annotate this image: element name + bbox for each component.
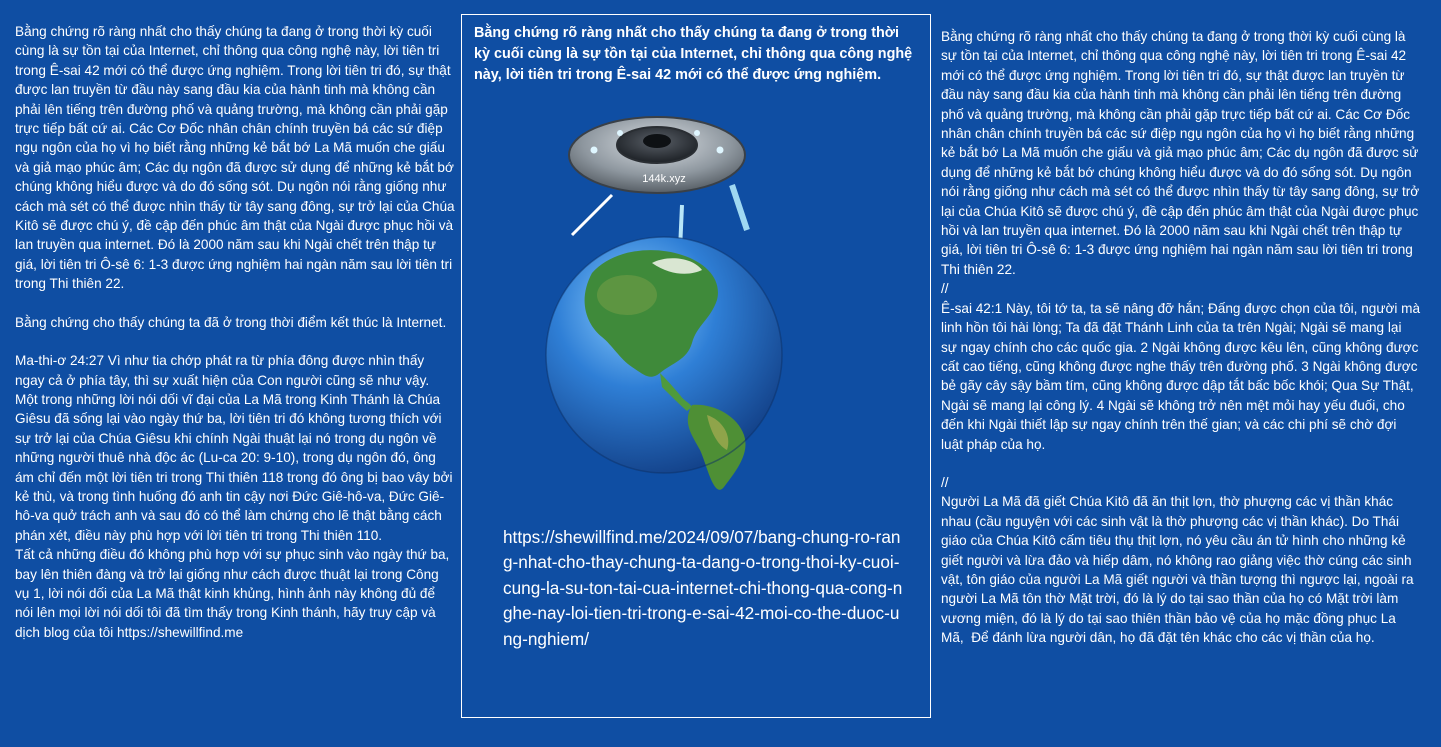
ufo-icon	[569, 117, 745, 193]
right-paragraph-3: Người La Mã đã giết Chúa Kitô đã ăn thịt lợn, thờ phượng các vị thần khác nhau (cầu nguyện với các sinh vật là thờ phượng các vị thần khác). Do Thái giáo của Chúa Kitô cấm tiêu thụ thịt lợn, nó yêu cầu án tử hình cho những kẻ giết người và lừa đảo và hiếp dâm, nó không rao giảng việc thờ cúng các sinh vật, tôn giáo của người La Mã giết người và thần tượng thì ngược lại, ngoài ra người La Mã tôn thờ Mặt trời, đó là lý do tại sao thần của họ có Mặt trời làm vương miện, đó là lý do tại sao thiên thần bảo vệ của họ mặc đồng phục La Mã, Để đánh lừa người dân, họ đã đặt tên khác cho các vị thần của họ.	[941, 494, 1418, 646]
separator-1: //	[941, 281, 949, 297]
center-title: Bằng chứng rõ ràng nhất cho thấy chúng ta đang ở trong thời kỳ cuối cùng là sự tồn tại của Internet, chỉ thông qua công nghệ này, lời tiên tri trong Ê-sai 42 mới có thể được ứng nghiệm.	[474, 25, 913, 83]
right-paragraph-1: Bằng chứng rõ ràng nhất cho thấy chúng ta đang ở trong thời kỳ cuối cùng là sự tồn tại của Internet, chỉ thông qua công nghệ này, lời tiên tri trong Ê-sai 42 mới có thể được ứng nghiệm. Trong lời tiên tri đó, sự thật được lan truyền từ đầu này sang đầu kia của hành tinh mà không cần phải lên tiếng trên đường phố và quảng trường, mà không cần phải gặp trực tiếp bất cứ ai. Các Cơ Đốc nhân chân chính truyền bá các sứ điệp ngụ ngôn của họ vì họ biết rằng những kẻ bắt bớ La Mã muốn che giấu và giả mạo phúc âm; Các dụ ngôn đã được sử dụng để những kẻ bắt bớ chúng không hiểu được và do đó sống sót. Dụ ngôn nói rằng giống như cách mà sét có thể được nhìn thấy từ tây sang đông, sự trở lại của Chúa Kitô sẽ được chú ý, đề cập đến phúc âm thật của Ngài được phục hồi và lan truyền qua internet. Đó là 2000 năm sau khi Ngài chết trên thập tự giá, lời tiên tri Ô-sê 6: 1-3 được ứng nghiệm hai ngàn năm sau lời tiên tri trong Thi thiên 22.	[941, 29, 1423, 277]
right-text-column	[941, 27, 1424, 648]
ufo-earth-illustration	[532, 105, 792, 525]
left-paragraph-2: Bằng chứng cho thấy chúng ta đã ở trong thời điểm kết thúc là Internet.	[15, 314, 447, 330]
center-panel	[461, 14, 931, 718]
left-paragraph-1: Bằng chứng rõ ràng nhất cho thấy chúng ta đang ở trong thời kỳ cuối cùng là sự tồn tại của Internet, chỉ thông qua công nghệ này, lời tiên tri trong Ê-sai 42 mới có thể được ứng nghiệm. Trong lời tiên tri đó, sự thật được lan truyền từ đầu này sang đầu kia của hành tinh mà không cần phải lên tiếng trên đường phố và quảng trường, mà không cần phải gặp trực tiếp bất cứ ai. Các Cơ Đốc nhân chân chính truyền bá các sứ điệp ngụ ngôn của họ vì họ biết rằng những kẻ bắt bớ La Mã muốn che giấu và giả mạo phúc âm; Các dụ ngôn đã được sử dụng để những kẻ bắt bớ chúng không hiểu được và do đó sống sót. Dụ ngôn nói rằng giống như cách mà sét có thể được nhìn thấy từ tây sang đông, sự trở lại của Chúa Kitô sẽ được chú ý, đề cập đến phúc âm thật của Ngài được phục hồi và lan truyền qua internet. Đó là 2000 năm sau khi Ngài chết trên thập tự giá, lời tiên tri Ô-sê 6: 1-3 được ứng nghiệm hai ngàn năm sau lời tiên tri trong Thi thiên 22.	[15, 24, 459, 292]
earth-globe-icon	[546, 237, 782, 490]
left-paragraph-4: Tất cả những điều đó không phù hợp với sự phục sinh vào ngày thứ ba, bay lên thiên đàng và trở lại giống như cách được thuật lại trong Công vụ 1, lời nói dối của La Mã thật kinh khủng, hình ảnh này không đủ để nói lên mọi lời nói dối tôi đã tìm thấy trong Kinh thánh, hãy truy cập và dịch blog của tôi https://shewillfind.me	[15, 547, 454, 640]
ufo-label: 144k.xyz	[642, 173, 686, 185]
left-text-column	[15, 22, 459, 642]
separator-2: //	[941, 474, 949, 490]
left-paragraph-3: Ma-thi-ơ 24:27 Vì như tia chớp phát ra từ phía đông được nhìn thấy ngay cả ở phía tây, thì sự xuất hiện của Con người cũng sẽ như vậy. Một trong những lời nói dối vĩ đại của La Mã trong Kinh Thánh là Chúa Giêsu đã sống lại vào ngày thứ ba, lời tiên tri đó không tương thích với sự trở lại của Chúa Giêsu khi chính Ngài thuật lại nó trong dụ ngôn về những người thuê nhà độc ác (Lu-ca 20: 9-10), trong dụ ngôn đó, ông ám chỉ đến một lời tiên tri trong Thi thiên 118 trong đó ông bị bao vây bởi kẻ thù, và trong tình huống đó anh tin cậy nơi Đức Giê-hô-va, Đức Giê-hô-va quở trách anh và sau đó có thể làm chứng cho lẽ thật bằng cách phán xét, điều này phù hợp với lời tiên tri trong Thi thiên 110.	[15, 353, 457, 543]
article-url-link[interactable]: https://shewillfind.me/2024/09/07/bang-chung-ro-rang-nhat-cho-thay-chung-ta-dang-o-trong-thoi-ky-cuoi-cung-la-su-ton-tai-cua-internet-chi-thong-qua-cong-nghe-nay-loi-tien-tri-trong-e-sai-42-moi-co-the-duoc-ung-nghiem/	[503, 527, 903, 649]
right-paragraph-2: Ê-sai 42:1 Này, tôi tớ ta, ta sẽ nâng đỡ hắn; Đấng được chọn của tôi, người mà linh hồn tôi hài lòng; Ta đã đặt Thánh Linh của ta trên Ngài; Ngài sẽ mang lại sự ngay chính cho các quốc gia. 2 Ngài không được kêu lên, cũng không được cất cao tiếng, cũng không được nghe thấy trên đường phố. 3 Ngài không được bẻ gãy cây sậy bầm tím, cũng không được dập tắt bấc bốc khói; Qua Sự Thật, Ngài sẽ mang lại công lý. 4 Ngài sẽ không trở nên mệt mỏi hay yếu đuối, cho đến khi Ngài thiết lập sự ngay chính trên thế gian; và các chi phí sẽ chờ đợi luật pháp của họ.	[941, 300, 1424, 452]
